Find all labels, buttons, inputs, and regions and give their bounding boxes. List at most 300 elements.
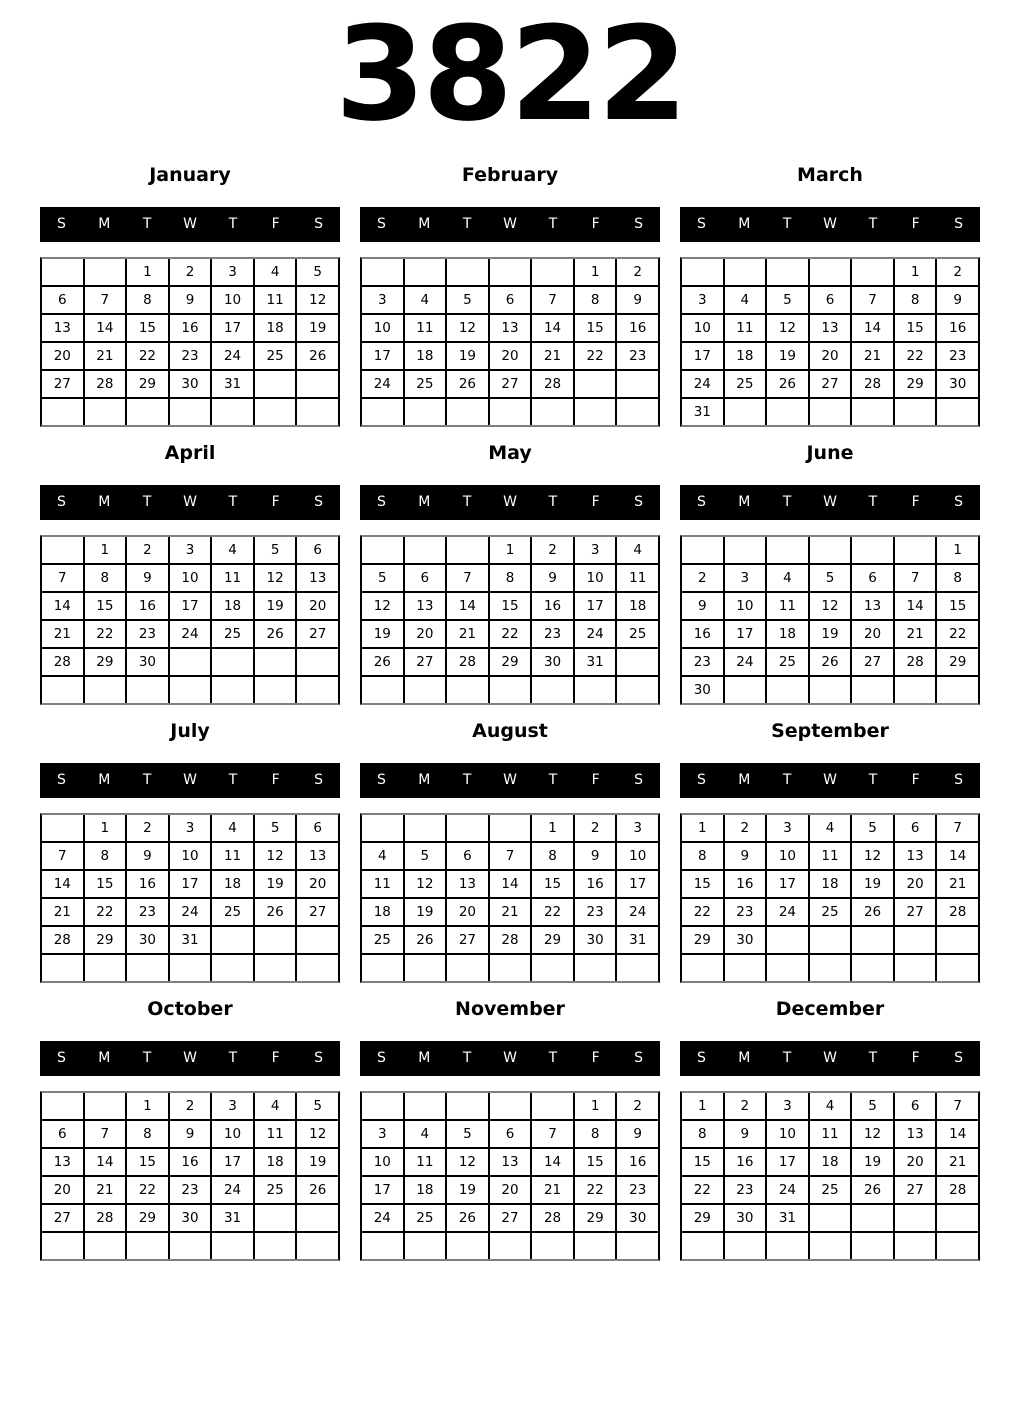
day-cell: 21 xyxy=(895,621,936,647)
day-cell: 8 xyxy=(85,843,126,869)
day-cell: 21 xyxy=(937,1149,978,1175)
weekday-header xyxy=(360,763,660,798)
day-cell: 3 xyxy=(362,1121,403,1147)
day-cell: 11 xyxy=(255,1121,296,1147)
weekday-label: M xyxy=(738,494,751,510)
empty-day-cell xyxy=(42,955,83,981)
day-cell: 14 xyxy=(852,315,893,341)
month-day-grid xyxy=(40,257,340,427)
day-cell: 25 xyxy=(810,899,851,925)
day-cell: 24 xyxy=(617,899,658,925)
day-cell: 28 xyxy=(532,371,573,397)
empty-day-cell xyxy=(255,649,296,675)
day-cell: 11 xyxy=(212,565,253,591)
empty-day-cell xyxy=(170,649,211,675)
day-cell: 1 xyxy=(682,1093,723,1119)
empty-day-cell xyxy=(767,955,808,981)
weekday-label: S xyxy=(56,772,66,788)
empty-day-cell xyxy=(297,1205,338,1231)
day-cell: 1 xyxy=(127,259,168,285)
empty-day-cell xyxy=(212,1233,253,1259)
empty-day-cell xyxy=(85,1233,126,1259)
day-cell: 13 xyxy=(490,315,531,341)
weekday-label: S xyxy=(314,494,324,510)
empty-day-cell xyxy=(767,677,808,703)
day-cell: 4 xyxy=(725,287,766,313)
empty-day-cell xyxy=(810,399,851,425)
weekday-label: M xyxy=(98,216,111,232)
month-day-grid xyxy=(360,535,660,705)
empty-day-cell xyxy=(362,537,403,563)
weekday-label: W xyxy=(503,1050,517,1066)
empty-day-cell xyxy=(362,259,403,285)
month-day-grid xyxy=(360,257,660,427)
empty-day-cell xyxy=(405,537,446,563)
day-cell: 27 xyxy=(810,371,851,397)
empty-day-cell xyxy=(447,259,488,285)
day-cell: 23 xyxy=(725,1177,766,1203)
month-name: October xyxy=(147,997,233,1020)
day-cell: 12 xyxy=(852,843,893,869)
day-cell: 18 xyxy=(725,343,766,369)
day-cell: 20 xyxy=(405,621,446,647)
day-cell: 8 xyxy=(895,287,936,313)
day-cell: 12 xyxy=(297,287,338,313)
day-cell: 29 xyxy=(575,1205,616,1231)
day-cell: 10 xyxy=(212,1121,253,1147)
weekday-label: S xyxy=(314,1050,324,1066)
empty-day-cell xyxy=(362,399,403,425)
day-cell: 10 xyxy=(767,843,808,869)
month-july xyxy=(40,717,340,983)
day-cell: 28 xyxy=(85,371,126,397)
weekday-label: T xyxy=(142,494,152,510)
weekday-label: F xyxy=(911,1050,920,1066)
day-cell: 1 xyxy=(490,537,531,563)
weekday-label: M xyxy=(98,1050,111,1066)
day-cell: 3 xyxy=(767,815,808,841)
day-cell: 21 xyxy=(937,871,978,897)
day-cell: 7 xyxy=(490,843,531,869)
day-cell: 15 xyxy=(682,1149,723,1175)
empty-day-cell xyxy=(362,815,403,841)
day-cell: 11 xyxy=(212,843,253,869)
day-cell: 2 xyxy=(682,565,723,591)
weekday-header xyxy=(680,1041,980,1076)
empty-day-cell xyxy=(362,1093,403,1119)
empty-day-cell xyxy=(725,537,766,563)
day-cell: 11 xyxy=(810,1121,851,1147)
day-cell: 6 xyxy=(810,287,851,313)
day-cell: 2 xyxy=(127,815,168,841)
day-cell: 7 xyxy=(532,287,573,313)
day-cell: 7 xyxy=(895,565,936,591)
day-cell: 4 xyxy=(617,537,658,563)
empty-day-cell xyxy=(490,955,531,981)
day-cell: 30 xyxy=(575,927,616,953)
day-cell: 2 xyxy=(617,1093,658,1119)
day-cell: 17 xyxy=(170,871,211,897)
empty-day-cell xyxy=(895,927,936,953)
empty-day-cell xyxy=(127,1233,168,1259)
empty-day-cell xyxy=(575,677,616,703)
day-cell: 26 xyxy=(810,649,851,675)
day-cell: 23 xyxy=(170,1177,211,1203)
empty-day-cell xyxy=(725,1233,766,1259)
empty-day-cell xyxy=(212,955,253,981)
empty-day-cell xyxy=(532,955,573,981)
day-cell: 29 xyxy=(937,649,978,675)
empty-day-cell xyxy=(617,677,658,703)
day-cell: 13 xyxy=(447,871,488,897)
month-name: April xyxy=(164,441,216,464)
day-cell: 14 xyxy=(937,843,978,869)
day-cell: 13 xyxy=(810,315,851,341)
empty-day-cell xyxy=(810,955,851,981)
empty-day-cell xyxy=(575,371,616,397)
day-cell: 14 xyxy=(532,1149,573,1175)
day-cell: 17 xyxy=(682,343,723,369)
day-cell: 8 xyxy=(575,287,616,313)
day-cell: 13 xyxy=(895,1121,936,1147)
day-cell: 17 xyxy=(767,1149,808,1175)
day-cell: 28 xyxy=(447,649,488,675)
day-cell: 26 xyxy=(255,621,296,647)
weekday-label: F xyxy=(271,494,280,510)
day-cell: 25 xyxy=(255,1177,296,1203)
empty-day-cell xyxy=(42,399,83,425)
day-cell: 12 xyxy=(297,1121,338,1147)
day-cell: 30 xyxy=(725,1205,766,1231)
weekday-label: S xyxy=(376,216,386,232)
day-cell: 4 xyxy=(405,1121,446,1147)
day-cell: 9 xyxy=(937,287,978,313)
day-cell: 7 xyxy=(42,843,83,869)
day-cell: 18 xyxy=(405,1177,446,1203)
day-cell: 4 xyxy=(767,565,808,591)
day-cell: 20 xyxy=(42,343,83,369)
empty-day-cell xyxy=(405,1093,446,1119)
day-cell: 3 xyxy=(767,1093,808,1119)
day-cell: 11 xyxy=(767,593,808,619)
empty-day-cell xyxy=(682,1233,723,1259)
day-cell: 23 xyxy=(617,343,658,369)
day-cell: 19 xyxy=(297,315,338,341)
day-cell: 6 xyxy=(895,1093,936,1119)
day-cell: 4 xyxy=(810,1093,851,1119)
weekday-label: S xyxy=(314,772,324,788)
day-cell: 8 xyxy=(127,1121,168,1147)
day-cell: 5 xyxy=(447,1121,488,1147)
day-cell: 27 xyxy=(297,899,338,925)
day-cell: 26 xyxy=(767,371,808,397)
day-cell: 10 xyxy=(212,287,253,313)
empty-day-cell xyxy=(575,1233,616,1259)
month-day-grid xyxy=(680,535,980,705)
month-march xyxy=(680,161,980,427)
empty-day-cell xyxy=(447,955,488,981)
month-february xyxy=(360,161,660,427)
day-cell: 18 xyxy=(212,871,253,897)
day-cell: 6 xyxy=(490,1121,531,1147)
empty-day-cell xyxy=(255,927,296,953)
empty-day-cell xyxy=(212,399,253,425)
empty-day-cell xyxy=(362,1233,403,1259)
day-cell: 31 xyxy=(767,1205,808,1231)
day-cell: 5 xyxy=(767,287,808,313)
day-cell: 19 xyxy=(297,1149,338,1175)
day-cell: 28 xyxy=(852,371,893,397)
day-cell: 21 xyxy=(42,899,83,925)
weekday-label: T xyxy=(142,772,152,788)
day-cell: 10 xyxy=(362,315,403,341)
day-cell: 11 xyxy=(405,1149,446,1175)
weekday-label: F xyxy=(591,216,600,232)
day-cell: 19 xyxy=(362,621,403,647)
day-cell: 25 xyxy=(810,1177,851,1203)
day-cell: 8 xyxy=(127,287,168,313)
day-cell: 26 xyxy=(297,343,338,369)
month-name: December xyxy=(775,997,885,1020)
day-cell: 29 xyxy=(682,1205,723,1231)
weekday-label: F xyxy=(911,216,920,232)
day-cell: 22 xyxy=(895,343,936,369)
day-cell: 18 xyxy=(617,593,658,619)
day-cell: 18 xyxy=(767,621,808,647)
day-cell: 22 xyxy=(575,343,616,369)
weekday-header xyxy=(680,207,980,242)
day-cell: 24 xyxy=(362,371,403,397)
day-cell: 8 xyxy=(937,565,978,591)
day-cell: 28 xyxy=(42,649,83,675)
empty-day-cell xyxy=(725,677,766,703)
day-cell: 5 xyxy=(447,287,488,313)
day-cell: 25 xyxy=(212,621,253,647)
empty-day-cell xyxy=(170,955,211,981)
empty-day-cell xyxy=(297,1233,338,1259)
day-cell: 20 xyxy=(852,621,893,647)
weekday-label: T xyxy=(782,1050,792,1066)
day-cell: 4 xyxy=(362,843,403,869)
weekday-header xyxy=(40,207,340,242)
empty-day-cell xyxy=(852,677,893,703)
weekday-label: W xyxy=(183,1050,197,1066)
month-august xyxy=(360,717,660,983)
day-cell: 13 xyxy=(297,843,338,869)
empty-day-cell xyxy=(405,399,446,425)
day-cell: 12 xyxy=(362,593,403,619)
empty-day-cell xyxy=(767,927,808,953)
day-cell: 14 xyxy=(532,315,573,341)
empty-day-cell xyxy=(405,677,446,703)
day-cell: 10 xyxy=(617,843,658,869)
weekday-header xyxy=(40,485,340,520)
empty-day-cell xyxy=(617,371,658,397)
day-cell: 28 xyxy=(937,899,978,925)
empty-day-cell xyxy=(937,1205,978,1231)
weekday-label: S xyxy=(634,494,644,510)
day-cell: 16 xyxy=(937,315,978,341)
day-cell: 29 xyxy=(532,927,573,953)
weekday-label: T xyxy=(142,216,152,232)
day-cell: 16 xyxy=(617,1149,658,1175)
day-cell: 17 xyxy=(170,593,211,619)
weekday-label: S xyxy=(954,1050,964,1066)
empty-day-cell xyxy=(170,1233,211,1259)
weekday-label: T xyxy=(462,216,472,232)
day-cell: 29 xyxy=(127,1205,168,1231)
weekday-label: S xyxy=(954,494,964,510)
day-cell: 9 xyxy=(127,843,168,869)
empty-day-cell xyxy=(532,677,573,703)
weekday-label: T xyxy=(228,772,238,788)
day-cell: 19 xyxy=(852,871,893,897)
day-cell: 3 xyxy=(362,287,403,313)
weekday-header xyxy=(360,485,660,520)
day-cell: 31 xyxy=(170,927,211,953)
day-cell: 31 xyxy=(682,399,723,425)
day-cell: 8 xyxy=(575,1121,616,1147)
day-cell: 23 xyxy=(682,649,723,675)
day-cell: 20 xyxy=(895,871,936,897)
month-day-grid xyxy=(680,813,980,983)
month-name: June xyxy=(806,441,854,464)
weekday-label: W xyxy=(183,216,197,232)
day-cell: 3 xyxy=(170,537,211,563)
day-cell: 7 xyxy=(937,1093,978,1119)
day-cell: 23 xyxy=(170,343,211,369)
empty-day-cell xyxy=(127,399,168,425)
day-cell: 11 xyxy=(362,871,403,897)
weekday-label: W xyxy=(823,772,837,788)
day-cell: 13 xyxy=(490,1149,531,1175)
empty-day-cell xyxy=(362,955,403,981)
day-cell: 18 xyxy=(255,1149,296,1175)
weekday-label: T xyxy=(462,494,472,510)
day-cell: 12 xyxy=(255,843,296,869)
day-cell: 15 xyxy=(85,871,126,897)
day-cell: 14 xyxy=(937,1121,978,1147)
month-name: September xyxy=(771,719,889,742)
weekday-label: T xyxy=(868,494,878,510)
day-cell: 9 xyxy=(127,565,168,591)
weekday-label: S xyxy=(56,494,66,510)
empty-day-cell xyxy=(362,677,403,703)
empty-day-cell xyxy=(405,1233,446,1259)
empty-day-cell xyxy=(42,537,83,563)
day-cell: 30 xyxy=(682,677,723,703)
empty-day-cell xyxy=(490,815,531,841)
day-cell: 21 xyxy=(42,621,83,647)
day-cell: 18 xyxy=(810,1149,851,1175)
weekday-label: S xyxy=(634,216,644,232)
empty-day-cell xyxy=(42,1233,83,1259)
empty-day-cell xyxy=(937,1233,978,1259)
day-cell: 15 xyxy=(682,871,723,897)
empty-day-cell xyxy=(447,537,488,563)
day-cell: 26 xyxy=(255,899,296,925)
weekday-label: S xyxy=(696,216,706,232)
empty-day-cell xyxy=(725,399,766,425)
empty-day-cell xyxy=(447,399,488,425)
day-cell: 16 xyxy=(532,593,573,619)
weekday-label: M xyxy=(738,1050,751,1066)
day-cell: 9 xyxy=(617,287,658,313)
day-cell: 11 xyxy=(725,315,766,341)
day-cell: 22 xyxy=(85,621,126,647)
day-cell: 30 xyxy=(937,371,978,397)
empty-day-cell xyxy=(617,1233,658,1259)
weekday-label: F xyxy=(591,772,600,788)
month-may xyxy=(360,439,660,705)
day-cell: 19 xyxy=(852,1149,893,1175)
day-cell: 15 xyxy=(575,1149,616,1175)
month-day-grid xyxy=(40,535,340,705)
empty-day-cell xyxy=(490,1233,531,1259)
weekday-label: S xyxy=(634,772,644,788)
day-cell: 2 xyxy=(532,537,573,563)
day-cell: 23 xyxy=(532,621,573,647)
day-cell: 16 xyxy=(170,1149,211,1175)
day-cell: 29 xyxy=(85,927,126,953)
month-day-grid xyxy=(360,813,660,983)
day-cell: 26 xyxy=(447,1205,488,1231)
weekday-label: S xyxy=(954,772,964,788)
weekday-label: S xyxy=(696,1050,706,1066)
day-cell: 24 xyxy=(767,1177,808,1203)
day-cell: 13 xyxy=(42,315,83,341)
weekday-label: M xyxy=(98,772,111,788)
empty-day-cell xyxy=(810,1205,851,1231)
year-title: 3822 xyxy=(335,0,685,150)
day-cell: 20 xyxy=(447,899,488,925)
empty-day-cell xyxy=(810,677,851,703)
weekday-label: S xyxy=(376,1050,386,1066)
day-cell: 20 xyxy=(810,343,851,369)
empty-day-cell xyxy=(532,399,573,425)
day-cell: 15 xyxy=(490,593,531,619)
month-day-grid xyxy=(360,1091,660,1261)
day-cell: 1 xyxy=(575,259,616,285)
empty-day-cell xyxy=(895,1205,936,1231)
empty-day-cell xyxy=(447,677,488,703)
day-cell: 22 xyxy=(532,899,573,925)
empty-day-cell xyxy=(767,259,808,285)
day-cell: 6 xyxy=(490,287,531,313)
weekday-header xyxy=(680,485,980,520)
day-cell: 3 xyxy=(170,815,211,841)
day-cell: 12 xyxy=(767,315,808,341)
empty-day-cell xyxy=(852,1205,893,1231)
day-cell: 20 xyxy=(490,343,531,369)
day-cell: 7 xyxy=(85,1121,126,1147)
day-cell: 10 xyxy=(170,843,211,869)
month-april xyxy=(40,439,340,705)
day-cell: 7 xyxy=(852,287,893,313)
day-cell: 19 xyxy=(810,621,851,647)
empty-day-cell xyxy=(127,955,168,981)
day-cell: 2 xyxy=(170,259,211,285)
day-cell: 21 xyxy=(490,899,531,925)
day-cell: 27 xyxy=(405,649,446,675)
empty-day-cell xyxy=(852,1233,893,1259)
day-cell: 26 xyxy=(852,1177,893,1203)
month-name: May xyxy=(488,441,532,464)
day-cell: 24 xyxy=(767,899,808,925)
day-cell: 27 xyxy=(895,899,936,925)
day-cell: 30 xyxy=(617,1205,658,1231)
empty-day-cell xyxy=(85,259,126,285)
